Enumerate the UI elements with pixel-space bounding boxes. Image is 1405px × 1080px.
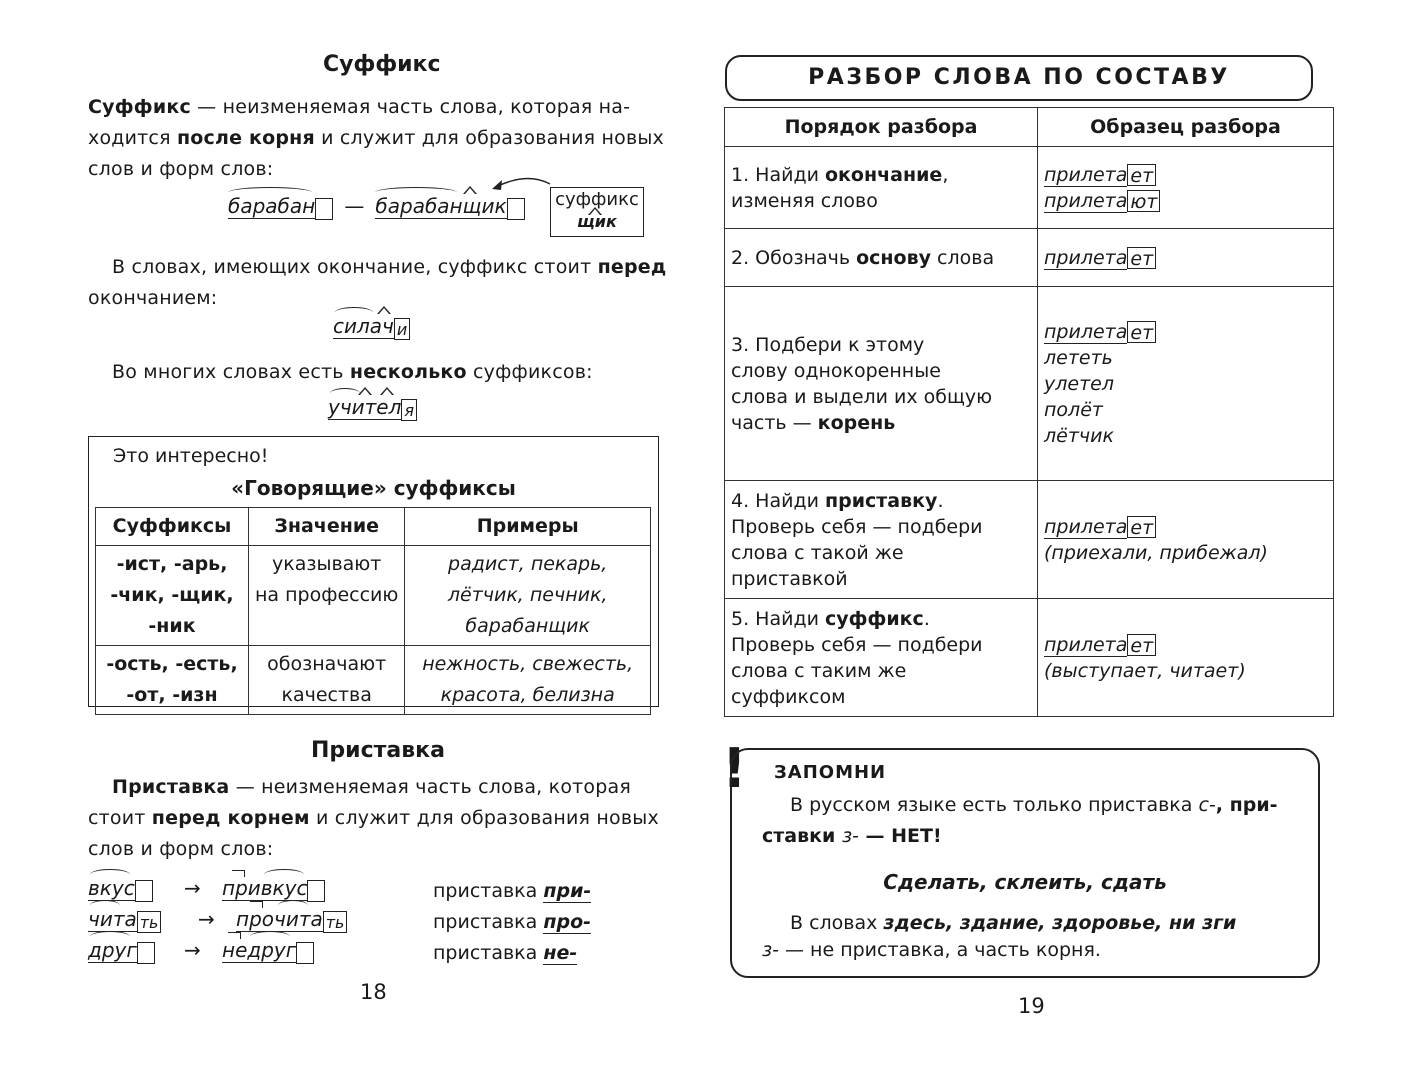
remember-examples: Сделать, склеить, сдать <box>883 870 1167 894</box>
suffix-definition: Суффикс — неизменяемая часть слова, которая на- ходится после корня и служит для образования новых слов и форм слов: <box>88 96 665 180</box>
section-title-suffix: Суффикс <box>323 52 441 77</box>
several-suffixes: Во многих словах есть несколько суффиксов: <box>112 361 593 383</box>
zero-ending-box <box>315 198 333 220</box>
ending-box: ют <box>1127 190 1160 212</box>
example-barabanshchik: барабан — барабанщик <box>228 194 525 220</box>
example-uchitelya: учител я <box>328 395 417 421</box>
table-row: 3. Подбери к этому слову однокоренные слова и выдели их общую часть — корень прилета ет лететь улетел полёт лётчик <box>725 287 1334 481</box>
suffix-before-ending: В словах, имеющих окончание, суффикс стоит перед окончанием: <box>88 256 667 309</box>
table-row: 2. Обозначь основу слова прилета ет <box>725 229 1334 287</box>
section-title-prefix: Приставка <box>311 738 445 763</box>
word-barabanshchik: барабанщик <box>375 194 506 219</box>
page-number: 19 <box>1018 994 1045 1018</box>
prefix-definition: Приставка — неизменяемая часть слова, которая стоит перед корнем и служит для образования новых слов и форм слов: <box>88 776 659 860</box>
exclamation-icon: ! <box>722 737 747 800</box>
word-baraban: барабан <box>228 194 315 219</box>
ending-box: ет <box>1127 516 1156 538</box>
word-stem: прилета <box>1044 515 1128 538</box>
page-title-banner: РАЗБОР СЛОВА ПО СОСТАВУ <box>725 55 1313 101</box>
prefix-example-row: вкус → привкус <box>88 876 153 902</box>
table-row: -ист, -арь, -чик, -щик, -ник указывают на профессию радист, пекарь, лётчик, печник, барабанщик <box>96 546 651 646</box>
example-silachi: силач и <box>333 314 410 340</box>
suffix-meaning-table <box>95 507 651 715</box>
word-stem: прилета <box>1044 246 1128 269</box>
table-header-row: Порядок разбора Образец разбора <box>725 108 1334 147</box>
prefix-labels: приставка при- приставка про- приставка не- <box>433 880 592 964</box>
ending-box: ет <box>1127 634 1156 656</box>
analysis-table <box>724 107 1334 717</box>
word-stem: прилета <box>1044 163 1128 186</box>
ending-box: ет <box>1127 247 1156 269</box>
right-page <box>700 0 1405 1080</box>
left-page <box>0 0 700 1080</box>
table-row: 1. Найди окончание, изменяя слово прилета ет прилета ют <box>725 147 1334 229</box>
ending-box: ет <box>1127 321 1156 343</box>
table-row: 4. Найди приставку. Проверь себя — подбери слова с такой же приставкой прилета ет (приехали, прибежал) <box>725 481 1334 599</box>
suffix-label-box: суффикс щик <box>550 187 644 237</box>
zero-ending-box <box>507 198 525 220</box>
ending-box: ет <box>1127 164 1156 186</box>
arrow-to-suffix-icon <box>488 172 552 194</box>
word-stem: прилета <box>1044 633 1128 656</box>
table-row: 5. Найди суффикс. Проверь себя — подбери слова с таким же суффиксом прилета ет (выступает, читает) <box>725 599 1334 717</box>
page-number: 18 <box>360 980 387 1004</box>
interesting-box: Это интересно! «Говорящие» суффиксы Суффиксы Значение Примеры -ист, -арь, -чик, -щик, -ник указывают на профессию радист, пекарь, лётчик, печник, барабанщик -ость, -есть, -от, -изн обозначают качества нежность, свежесть, красота, белизна <box>88 436 659 707</box>
table-header-row: Суффиксы Значение Примеры <box>96 508 651 546</box>
prefix-example-row: чита ть → прочита ть <box>88 907 161 933</box>
table-row: -ость, -есть, -от, -изн обозначают качества нежность, свежесть, красота, белизна <box>96 646 651 715</box>
word-stem: прилета <box>1044 189 1128 212</box>
prefix-example-row: друг → недруг <box>88 938 155 964</box>
remember-box: ЗАПОМНИ В русском языке есть только приставка с-, при- ставки з- — НЕТ! Сделать, склеить, сдать В словах здесь, здание, здоровье, ни зги з- — не приставка, а часть корня. <box>730 748 1320 978</box>
word-stem: прилета <box>1044 320 1128 343</box>
